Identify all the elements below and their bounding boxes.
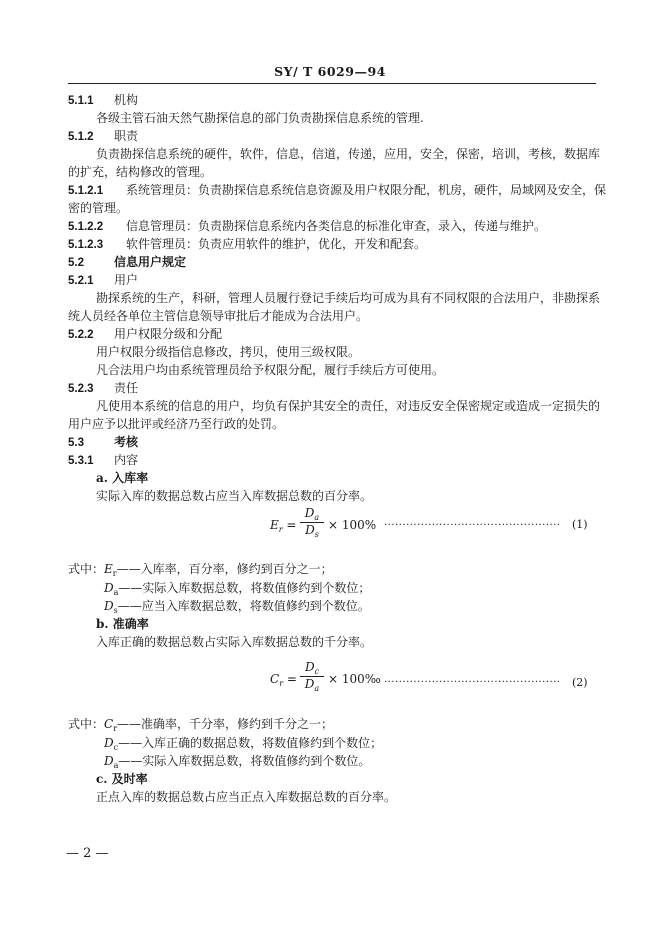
clause-number: 5.1.2.1 [68, 185, 104, 197]
formula-2-where-line-2: $D_c——$入库正确的数据总数，将数值修约到个数位； [104, 736, 383, 752]
section-title: 考核 [114, 435, 139, 449]
clause-text: 软件管理员：负责应用软件的维护，优化，开发和配套。 [126, 237, 427, 251]
denominator: $D_s$ [305, 523, 319, 539]
clause-number: 5.2.2 [68, 329, 94, 341]
clause-5-1-2-1-line-2: 密的管理。 [68, 201, 129, 215]
clause-5-2-3-body-line-2: 用户应予以批评或经济乃至行政的处罚。 [68, 417, 285, 431]
numerator: $D_c$ [304, 660, 320, 676]
section-number: 5.3 [68, 437, 84, 449]
clause-5-1-2-body-line-2: 的扩充，结构修改的管理。 [68, 165, 213, 179]
header-divider [68, 83, 596, 84]
formula-1 [270, 506, 377, 544]
clause-5-3-1-heading [68, 452, 138, 469]
standard-number-header: SY/ T 6029—94 [274, 64, 386, 79]
clause-title: 用户 [114, 273, 139, 287]
clause-5-1-2-3 [68, 236, 426, 253]
formula-rhs: × 100‰ [328, 672, 381, 686]
formula-2-where-line-1: 式中：$C_r——$准确率，千分率，修约到千分之一； [68, 717, 334, 733]
clause-5-2-1-heading [68, 272, 138, 289]
formula-fraction [300, 506, 324, 539]
formula-lhs: $E_r$ = [270, 518, 297, 534]
equation-number: (1) [572, 518, 588, 531]
clause-number: 5.1.1 [68, 95, 94, 107]
clause-number: 5.3.1 [68, 455, 94, 467]
clause-title: 内容 [114, 453, 139, 467]
clause-number: 5.1.2 [68, 131, 94, 143]
clause-5-1-2-heading [68, 128, 138, 145]
formula-rhs: × 100% [328, 518, 377, 532]
item-c-label: c. 及时率 [96, 772, 148, 786]
clause-5-2-3-heading [68, 380, 138, 397]
item-b-label: b. 准确率 [96, 617, 149, 631]
section-number: 5.2 [68, 257, 84, 269]
clause-5-1-2-body-line-1: 负责勘探信息系统的硬件，软件，信息，信道，传递，应用，安全，保密，培训，考核，数据库 [96, 147, 601, 161]
clause-5-2-2-body-line-2: 凡合法用户均由系统管理员给予权限分配，履行手续后方可使用。 [96, 363, 445, 377]
clause-title: 职责 [114, 129, 139, 143]
clause-5-2-3-body-line-1: 凡使用本系统的信息的用户，均负有保护其安全的责任，对违反安全保密规定或造成一定损失的 [96, 399, 601, 413]
clause-5-1-2-2 [68, 218, 546, 235]
numerator: $D_a$ [304, 506, 320, 522]
section-5-2-heading [68, 254, 186, 271]
formula-2 [270, 660, 381, 698]
clause-5-2-1-body-line-1: 勘探系统的生产，科研，管理人员履行登记手续后均可成为具有不同权限的合法用户，非勘探系 [96, 291, 601, 305]
clause-5-2-1-body-line-2: 统人员经各单位主管信息领导审批后才能成为合法用户。 [68, 309, 369, 323]
clause-title: 责任 [114, 381, 139, 395]
clause-title: 用户权限分级和分配 [114, 327, 223, 341]
clause-5-1-1-heading [68, 92, 138, 109]
formula-1-where-line-1: 式中：$E_r——$入库率，百分率，修约到百分之一； [68, 562, 333, 578]
clause-number: 5.1.2.3 [68, 239, 104, 251]
dot-leader: ················································ [384, 520, 561, 531]
formula-fraction [300, 660, 324, 693]
item-a-description: 实际入库的数据总数占应当入库数据总数的百分率。 [96, 489, 373, 503]
formula-2-where-line-3: $D_a——$实际入库数据总数，将数值修约到个数位。 [104, 754, 371, 770]
section-5-3-heading [68, 434, 138, 451]
formula-lhs: $C_r$ = [270, 672, 297, 688]
clause-5-1-1-body: 各级主管石油天然气勘探信息的部门负责勘探信息系统的管理. [96, 111, 424, 125]
clause-5-2-2-body-line-1: 用户权限分级指信息修改，拷贝，使用三级权限。 [96, 345, 361, 359]
item-a-label: a. 入库率 [96, 471, 149, 485]
equation-number: (2) [572, 676, 588, 689]
clause-text: 信息管理员：负责勘探信息系统内各类信息的标准化审查，录入，传递与维护。 [126, 219, 547, 233]
clause-title: 机构 [114, 93, 139, 107]
item-b-description: 入库正确的数据总数占实际入库数据总数的千分率。 [96, 635, 373, 649]
clause-number: 5.1.2.2 [68, 221, 104, 233]
clause-5-1-2-1 [68, 182, 606, 199]
clause-5-2-2-heading [68, 326, 222, 343]
section-title: 信息用户规定 [114, 255, 187, 269]
clause-number: 5.2.3 [68, 383, 94, 395]
formula-1-where-line-3: $D_s——$应当入库数据总数，将数值修约到个数位。 [104, 599, 370, 615]
clause-number: 5.2.1 [68, 275, 94, 287]
dot-leader: ················································ [384, 677, 561, 688]
formula-1-where-line-2: $D_a——$实际入库数据总数，将数值修约到个数位； [104, 581, 371, 597]
denominator: $D_a$ [304, 677, 320, 693]
item-c-description: 正点入库的数据总数占应当正点入库数据总数的百分率。 [96, 790, 397, 804]
page-number-footer: — 2 — [66, 846, 109, 861]
clause-text: 系统管理员：负责勘探信息系统信息资源及用户权限分配，机房，硬件，局域网及安全，保 [126, 183, 607, 197]
